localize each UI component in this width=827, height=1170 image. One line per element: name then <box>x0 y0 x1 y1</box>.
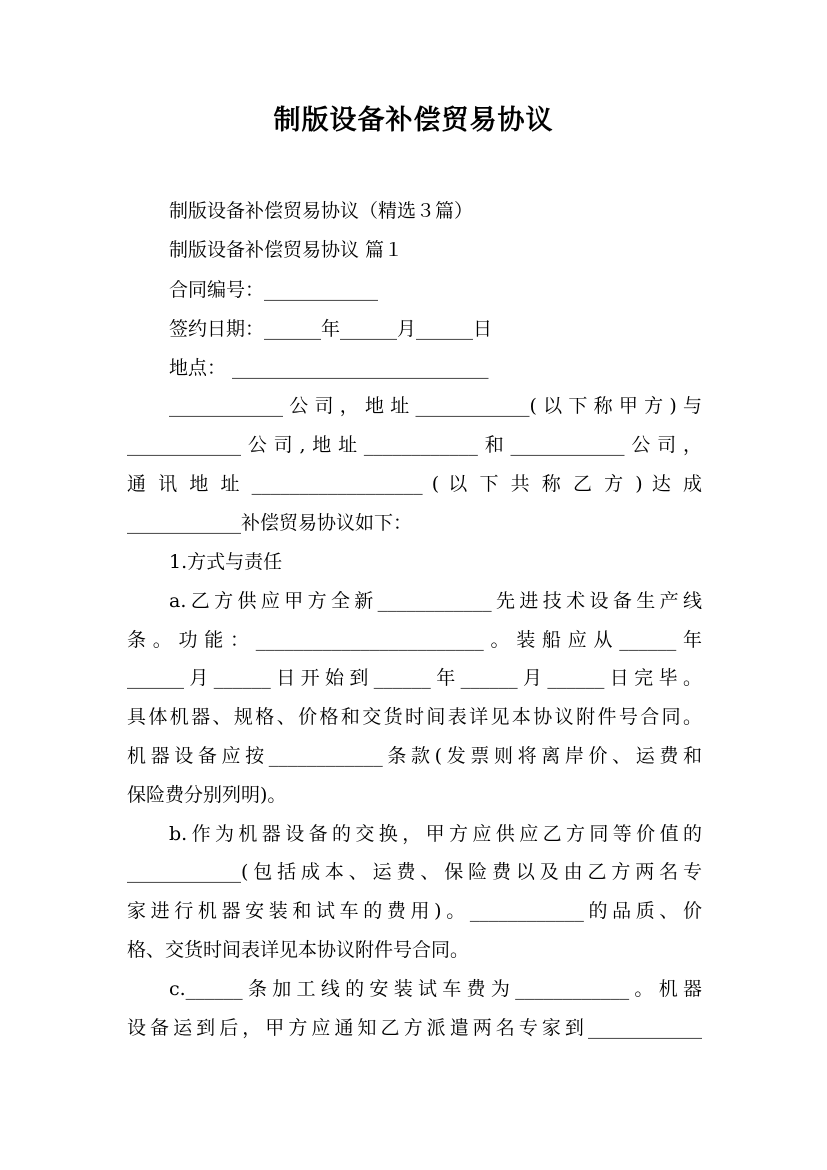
clause-a-line: 机器设备应按____________条款(发票则将离岸价、运费和 <box>127 745 702 767</box>
document-title: 制版设备补偿贸易协议 <box>273 105 554 136</box>
clause-b-line: 格、交货时间表详见本协议附件号合同。 <box>127 939 470 961</box>
contract-number-line: 合同编号：____________ <box>169 279 379 301</box>
clause-a-line: a.乙方供应甲方全新____________先进技术设备生产线 <box>169 590 702 612</box>
party-paragraph-line: ____________公司，地址____________(以下称甲方)与 <box>169 395 702 417</box>
clause-a-line: 具体机器、规格、价格和交货时间表详见本协议附件号合同。 <box>127 706 702 728</box>
clause-a-line: ______月______日开始到______年______月______日完毕。 <box>127 667 702 689</box>
clause-c-line: c.______条加工线的安装试车费为____________。机器 <box>169 978 702 1000</box>
clause-b-line: b.作为机器设备的交换，甲方应供应乙方同等价值的 <box>169 823 702 845</box>
section-heading: 制版设备补偿贸易协议 篇１ <box>169 239 404 261</box>
clause-heading: 1.方式与责任 <box>169 551 283 573</box>
party-paragraph-line: 通 讯 地 址 __________________ ( 以 下 共 称 乙 方 ) 达 成 <box>127 473 702 495</box>
signing-date-line: 签约日期：______年______月______日 <box>169 318 493 340</box>
location-line: 地点： ___________________________ <box>169 357 489 379</box>
clause-b-line: 家进行机器安装和试车的费用)。____________的品质、价 <box>127 900 702 922</box>
clause-b-line: ____________(包括成本、运费、保险费以及由乙方两名专 <box>127 861 702 883</box>
subtitle-line: 制版设备补偿贸易协议（精选３篇） <box>169 200 474 222</box>
clause-c-line: 设备运到后，甲方应通知乙方派遣两名专家到____________ <box>127 1017 702 1039</box>
party-paragraph-line: ____________公司,地址____________和____________公司， <box>127 434 702 456</box>
party-paragraph-line: ____________补偿贸易协议如下： <box>127 512 413 534</box>
clause-a-line: 保险费分别列明)。 <box>127 784 287 806</box>
clause-a-line: 条。功能：________________________。装船应从______年 <box>127 629 702 651</box>
